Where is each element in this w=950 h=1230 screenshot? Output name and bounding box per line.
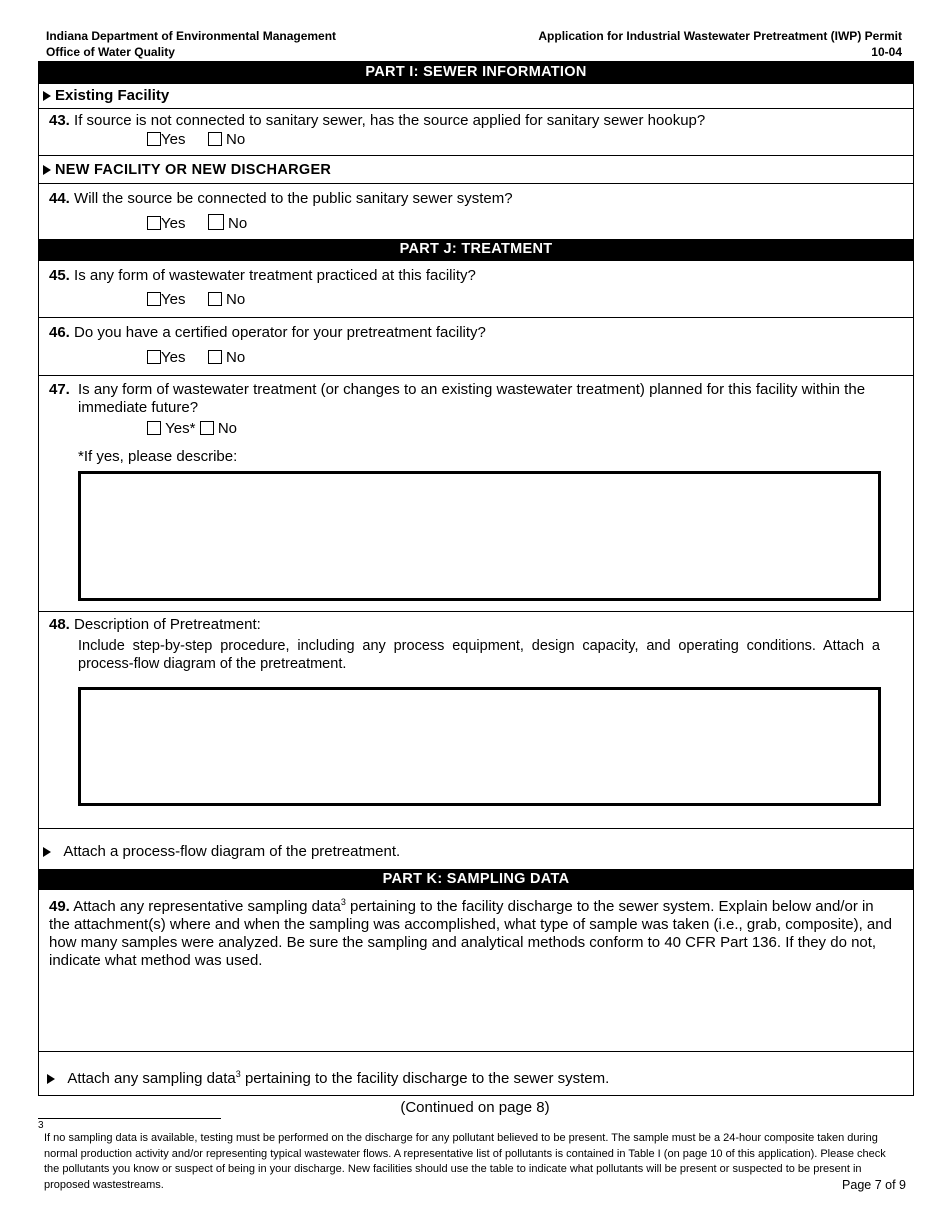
q48-text: Description of Pretreatment: (74, 616, 261, 633)
q48-number: 48. (49, 616, 70, 633)
footnote-text: If no sampling data is available, testing must be performed on the discharge for any pollutant believed to be present. The sample must be a 24-hour composite taken during normal production activity and/or representing typical wastewater flows. A representative list of pollutants is contained in Table I (on page 10 of this application). Please check the pollutants you know or suspect of being in your discharge. New facilities should use the table to indicate what pollutants will be present or suspected to be present in proposed wastestreams. (44, 1132, 886, 1191)
question-47 (39, 375, 913, 611)
q46-text: Do you have a certified operator for your pretreatment facility? (74, 324, 486, 341)
q48-instructions: Include step-by-step procedure, including any process equipment, design capacity, and operating conditions. Attach a process-flow diagram of the pretreatment. (78, 638, 880, 672)
q47-yes-checkbox[interactable] (147, 421, 161, 435)
arrow-bullet-icon (43, 91, 51, 101)
attach-diagram-note: Attach a process-flow diagram of the pretreatment. (63, 843, 401, 860)
q45-yes-label: Yes (161, 291, 186, 308)
q48-description-textarea[interactable] (78, 687, 881, 806)
new-facility-label: NEW FACILITY OR NEW DISCHARGER (55, 162, 332, 178)
q47-describe-label: *If yes, please describe: (78, 448, 238, 465)
q46-number: 46. (49, 324, 70, 341)
attach-sampling-start: Attach any sampling data (67, 1070, 236, 1087)
header-right (538, 28, 902, 60)
footnote-number: 3 (38, 1120, 44, 1131)
part-j-header: PART J: TREATMENT (39, 239, 913, 260)
q47-description-textarea[interactable] (78, 471, 881, 601)
attach-diagram-row (39, 828, 913, 869)
q44-number: 44. (49, 190, 70, 207)
arrow-bullet-icon (47, 1074, 55, 1084)
arrow-bullet-icon (43, 165, 51, 175)
q46-no-label: No (226, 349, 246, 366)
application-form (38, 61, 914, 1096)
office-name: Office of Water Quality (46, 45, 175, 59)
q44-no-checkbox[interactable] (208, 214, 224, 230)
q44-yes-checkbox[interactable] (147, 216, 161, 230)
q47-yes-label: Yes* (165, 420, 196, 437)
form-version: 10-04 (871, 45, 902, 59)
q47-number: 47. (49, 381, 70, 398)
arrow-bullet-icon (43, 847, 51, 857)
agency-name: Indiana Department of Environmental Management (46, 29, 337, 43)
question-43 (39, 108, 913, 155)
part-k-header: PART K: SAMPLING DATA (39, 869, 913, 890)
attach-sampling-row (39, 1051, 913, 1096)
q44-yes-label: Yes (161, 215, 186, 232)
header-left (46, 28, 336, 60)
footnote-rule (38, 1118, 221, 1119)
question-45 (39, 260, 913, 317)
part-i-header: PART I: SEWER INFORMATION (39, 61, 913, 83)
q43-no-label: No (226, 131, 246, 148)
q43-no-checkbox[interactable] (208, 132, 222, 146)
q43-text: If source is not connected to sanitary sewer, has the source applied for sanitary sewer hookup? (74, 112, 706, 129)
existing-facility-row (39, 83, 913, 108)
continued-note: (Continued on page 8) (400, 1099, 550, 1116)
q47-text: Is any form of wastewater treatment (or changes to an existing wastewater treatment) planned for this facility within the immediate future? (78, 381, 866, 416)
q46-no-checkbox[interactable] (208, 350, 222, 364)
q49-text-end: pertaining to the facility discharge to the sewer system. Explain below and/or in the attachment(s) where and when the sampling was accomplished, what type of sample was taken (i.e., grab, composite), and how many samples were analyzed. Be sure the sampling and analytical methods conform to 40 CFR Part 136. If they do not, indicate what method was used. (49, 898, 892, 969)
page-number: Page 7 of 9 (842, 1178, 906, 1192)
q47-no-checkbox[interactable] (200, 421, 214, 435)
q45-number: 45. (49, 267, 70, 284)
question-49 (39, 890, 913, 1051)
q43-number: 43. (49, 112, 70, 129)
footnote-ref: 3 (340, 897, 346, 907)
form-title: Application for Industrial Wastewater Pretreatment (IWP) Permit (538, 29, 902, 43)
q45-text: Is any form of wastewater treatment practiced at this facility? (74, 267, 476, 284)
q45-yes-checkbox[interactable] (147, 292, 161, 306)
q43-yes-checkbox[interactable] (147, 132, 161, 146)
question-46 (39, 317, 913, 375)
q46-yes-checkbox[interactable] (147, 350, 161, 364)
q49-number: 49. (49, 898, 70, 915)
existing-facility-label: Existing Facility (55, 87, 170, 104)
q44-no-label: No (228, 215, 248, 232)
footnote-ref: 3 (235, 1069, 241, 1079)
q43-yes-label: Yes (161, 131, 186, 148)
question-48 (39, 611, 913, 828)
q46-yes-label: Yes (161, 349, 186, 366)
q45-no-label: No (226, 291, 246, 308)
q49-text-start: Attach any representative sampling data (73, 898, 341, 915)
new-facility-row (39, 155, 913, 183)
question-44 (39, 183, 913, 239)
q44-text: Will the source be connected to the public sanitary sewer system? (74, 190, 513, 207)
q45-no-checkbox[interactable] (208, 292, 222, 306)
q47-no-label: No (217, 420, 238, 437)
attach-sampling-end: pertaining to the facility discharge to the sewer system. (240, 1070, 610, 1087)
